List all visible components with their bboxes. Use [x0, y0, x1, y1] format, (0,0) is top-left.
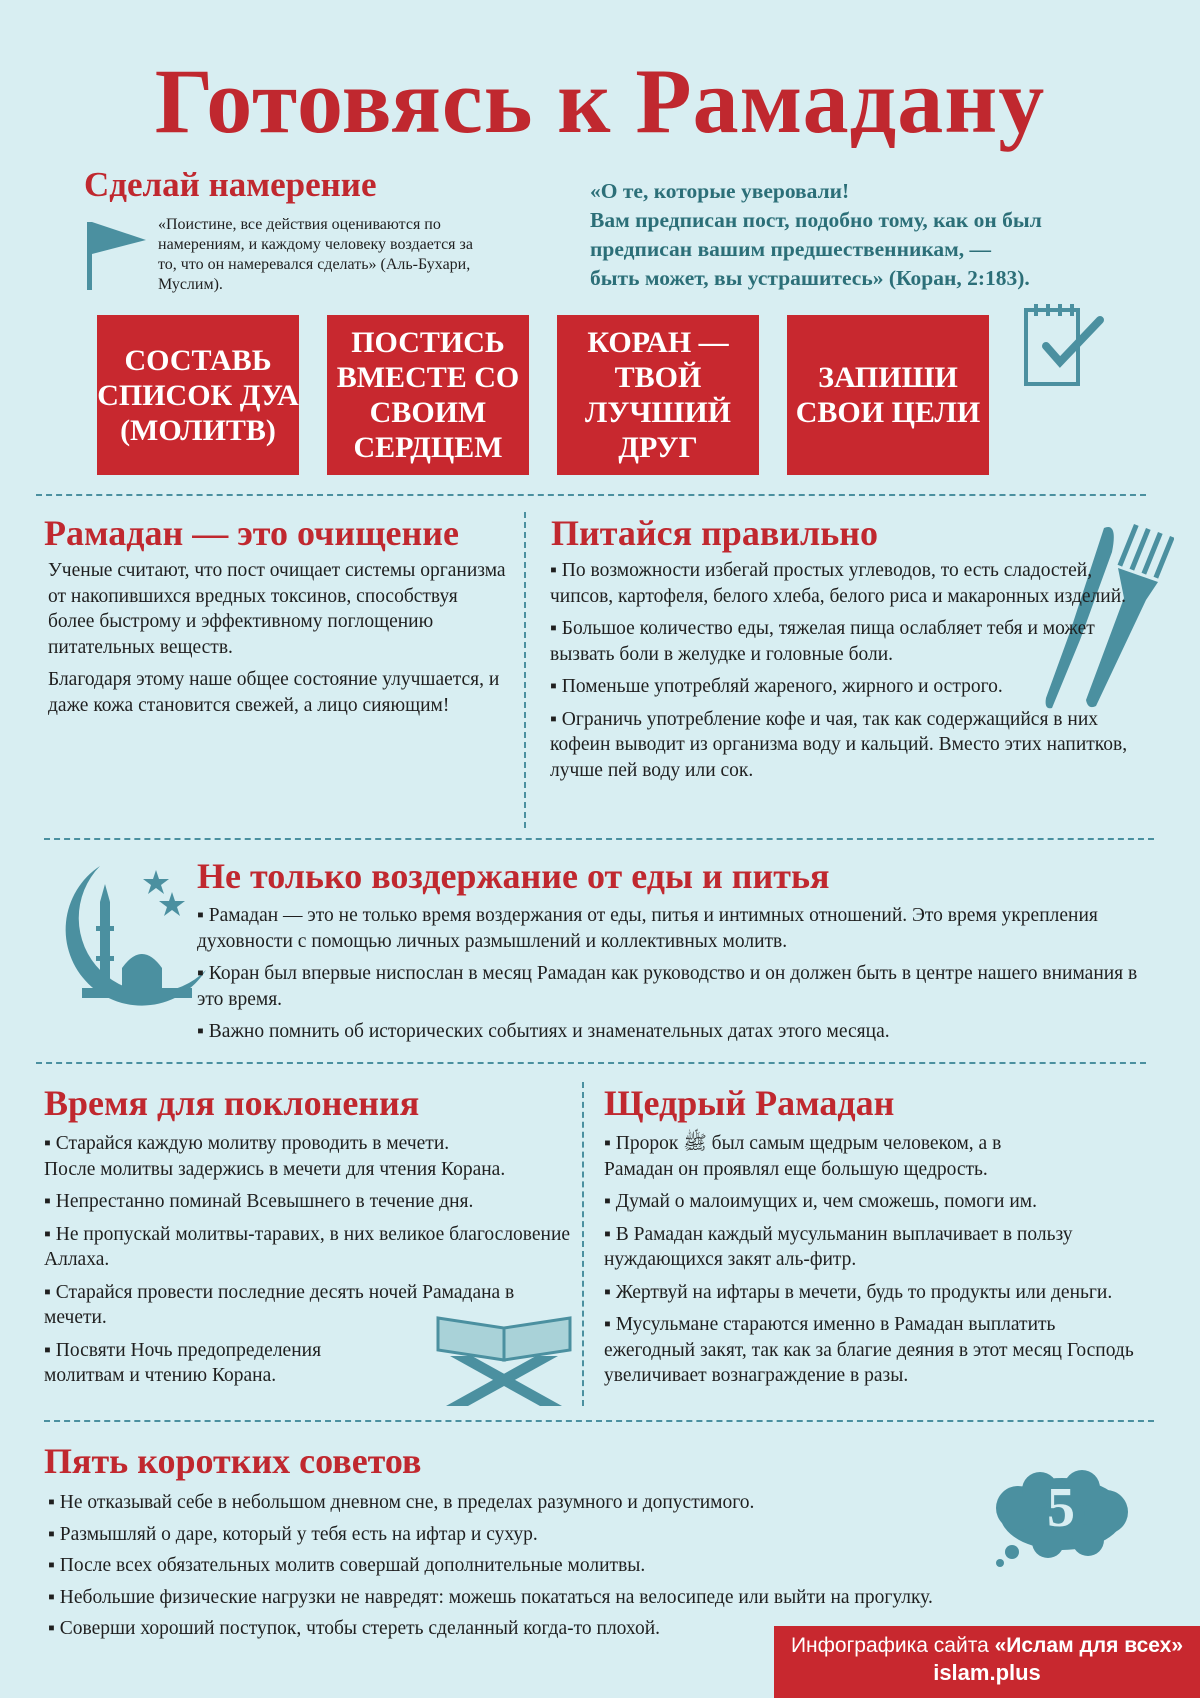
cloud-five-icon: [990, 1468, 1132, 1568]
quran-quote: [590, 177, 1150, 293]
eat-list: [550, 558, 1135, 790]
tips-list: [48, 1490, 1148, 1648]
divider: [44, 838, 1154, 840]
list-item: ▪ Коран был впервые ниспослан в месяц Рамадан как руководство и он должен быть в центре нашего внимания в это время.: [197, 963, 1138, 1010]
footer-prefix: Инфографика сайта: [790, 1634, 995, 1657]
list-item: ▪ В Рамадан каждый мусульманин выплачивает в пользу нуждающихся закят аль-фитр.: [604, 1223, 1073, 1270]
quran-stand-icon: [432, 1312, 577, 1408]
list-item: ▪ Соверши хороший поступок, чтобы стереть сделанный когда-то плохой.: [48, 1618, 661, 1639]
generous-heading: Щедрый Рамадан: [604, 1083, 895, 1123]
eat-heading: Питайся правильно: [551, 513, 878, 553]
list-item: ▪ Большое количество еды, тяжелая пища ослабляет тебя и может вызвать боли в желудке и головные боли.: [550, 618, 1095, 665]
worship-heading: Время для поклонения: [44, 1083, 420, 1123]
cleansing-paragraph: Благодаря этому наше общее состояние улучшается, и даже кожа становится свежей, а лицо сияющим!: [48, 669, 500, 716]
tip-box-heart: ПОСТИСЬ ВМЕСТЕ СО СВОИМ СЕРДЦЕМ: [327, 315, 529, 475]
list-item: ▪ Поменьше употребляй жареного, жирного и острого.: [550, 676, 1003, 697]
flag-icon: [84, 220, 150, 292]
checklist-icon: [1022, 300, 1104, 390]
list-item: ▪ Не пропускай молитвы-таравих, в них великое благословение Аллаха.: [44, 1223, 571, 1270]
list-item: ▪ По возможности избегай простых углеводов, то есть сладостей, чипсов, картофеля, белого хлеба, белого риса и макаронных изделий.: [550, 560, 1127, 607]
tip-box-dua: СОСТАВЬ СПИСОК ДУА (МОЛИТВ): [97, 315, 299, 475]
list-item: ▪ Рамадан — это не только время воздержания от еды, питья и интимных отношений. Это время укрепления духовности с помощью личных размышлений и коллективных молитв.: [197, 905, 1098, 952]
divider: [524, 512, 526, 828]
list-item: ▪ Важно помнить об исторических событиях и знаменательных датах этого месяца.: [197, 1021, 890, 1042]
list-item: ▪ После всех обязательных молитв совершай дополнительные молитвы.: [48, 1555, 646, 1576]
cloud-number: 5: [1047, 1477, 1075, 1539]
list-item: ▪ Ограничь употребление кофе и чая, так как содержащийся в них кофеин выводит из организма воду и кальций. Вместо этих напитков, лучше пей воду или сок.: [550, 708, 1128, 781]
tip-box-goals: ЗАПИШИ СВОИ ЦЕЛИ: [787, 315, 989, 475]
quote-line: предписан вашим предшественникам, —: [590, 237, 992, 261]
list-item: ▪ Думай о малоимущих и, чем сможешь, помоги им.: [604, 1191, 1038, 1212]
page-title: Готовясь к Рамадану: [154, 50, 1046, 152]
list-item: ▪ Мусульмане стараются именно в Рамадан выплатить ежегодный закят, так как за благие деяния в этот месяц Господь увеличивает вознаграждение в разы.: [604, 1314, 1134, 1386]
footer-site-name: «Ислам для всех»: [994, 1634, 1184, 1657]
divider: [44, 1420, 1154, 1422]
notonly-list: [197, 903, 1152, 1052]
list-item: ▪ Посвяти Ночь предопределения молитвам и чтению Корана.: [44, 1339, 322, 1386]
cleansing-paragraph: Ученые считают, что пост очищает системы организма от накопившихся вредных токсинов, способствуя более быстрому и эффективному поглощению питательных веществ.: [48, 560, 506, 658]
list-item: ▪ Старайся провести последние десять ночей Рамадана в мечети.: [44, 1281, 515, 1328]
list-item: ▪ Непрестанно поминай Всевышнего в течение дня.: [44, 1191, 474, 1212]
quote-line: «О те, которые уверовали!: [590, 179, 850, 203]
quote-line: Вам предписан пост, подобно тому, как он был: [590, 208, 1042, 232]
list-item: ▪ Жертвуй на ифтары в мечети, будь то продукты или деньги.: [604, 1281, 1113, 1303]
list-item: ▪ Пророк ﷺ был самым щедрым человеком, а в Рамадан он проявлял еще большую щедрость.: [604, 1133, 1002, 1180]
footer-url: islam.plus: [933, 1660, 1041, 1685]
list-item: После молитвы задержись в мечети для чтения Корана.: [44, 1158, 506, 1180]
hadith-text: «Поистине, все действия оцениваются по намерениям, и каждому человеку воздается за то, что он намеревался сделать» (Аль-Бухари, Муслим).: [158, 216, 473, 293]
cleansing-text: [48, 558, 508, 725]
crescent-mosque-icon: [38, 862, 208, 1028]
divider: [36, 1062, 1146, 1064]
footer-banner: [774, 1626, 1200, 1698]
cleansing-heading: Рамадан — это очищение: [44, 513, 459, 553]
tip-box-quran: КОРАН — ТВОЙ ЛУЧШИЙ ДРУГ: [557, 315, 759, 475]
list-item: ▪ Небольшие физические нагрузки не навредят: можешь покататься на велосипеде или выйти на прогулку.: [48, 1586, 933, 1608]
list-item: ▪ Размышляй о даре, который у тебя есть на ифтар и сухур.: [48, 1523, 538, 1545]
list-item: ▪ Не отказывай себе в небольшом дневном сне, в пределах разумного и допустимого.: [48, 1492, 755, 1513]
generous-list: [604, 1131, 1184, 1396]
list-item: ▪ Старайся каждую молитву проводить в мечети.: [44, 1133, 450, 1154]
footer-line1: [774, 1626, 1200, 1658]
notonly-heading: Не только воздержание от еды и питья: [197, 856, 830, 896]
intention-heading: Сделай намерение: [84, 165, 377, 204]
tips-heading: Пять коротких советов: [44, 1441, 422, 1481]
divider: [36, 494, 1146, 496]
quote-line: быть может, вы устрашитесь» (Коран, 2:183).: [590, 266, 1030, 290]
divider: [582, 1082, 584, 1406]
